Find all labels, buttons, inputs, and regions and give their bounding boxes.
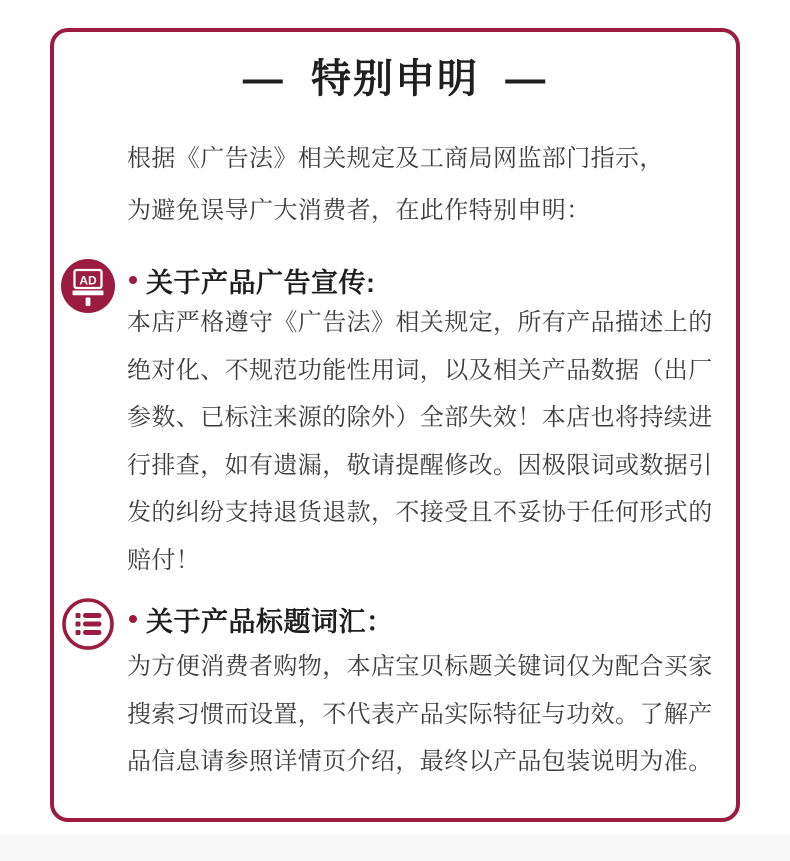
list-icon <box>61 597 115 651</box>
section-title-words-heading-row <box>129 602 394 636</box>
ad-icon-label: AD <box>79 273 97 288</box>
section-advertising-body: 本店严格遵守《广告法》相关规定，所有产品描述上的 绝对化、不规范功能性用词，以及相关产品数据（出厂 参数、已标注来源的除外）全部失效！本店也将持续进 行排查，如有遗漏，敬请提醒修改。因极限词或数据引 发的纠纷支持退货退款，不接受且不妥协于任何形式的 赔付！ <box>127 309 713 574</box>
section-advertising-heading-row <box>129 263 376 297</box>
section-advertising-heading: 关于产品广告宣传: <box>146 267 376 298</box>
intro-text: 根据《广告法》相关规定及工商局网监部门指示， 为避免误导广大消费者，在此作特别申明： <box>127 145 664 224</box>
page-title: — 特别申明 — <box>242 57 548 101</box>
section-title-words-heading: 关于产品标题词汇： <box>146 606 394 637</box>
ad-sign-icon <box>61 259 115 313</box>
bullet-dot-icon <box>129 276 137 284</box>
section-title-words-body: 为方便消费者购物，本店宝贝标题关键词仅为配合买家 搜索习惯而设置，不代表产品实际特征与功效。了解产 品信息请参照详情页介绍，最终以产品包装说明为准。 <box>127 653 713 775</box>
page-bottom-gap <box>0 834 790 861</box>
bullet-dot-icon <box>129 615 137 623</box>
